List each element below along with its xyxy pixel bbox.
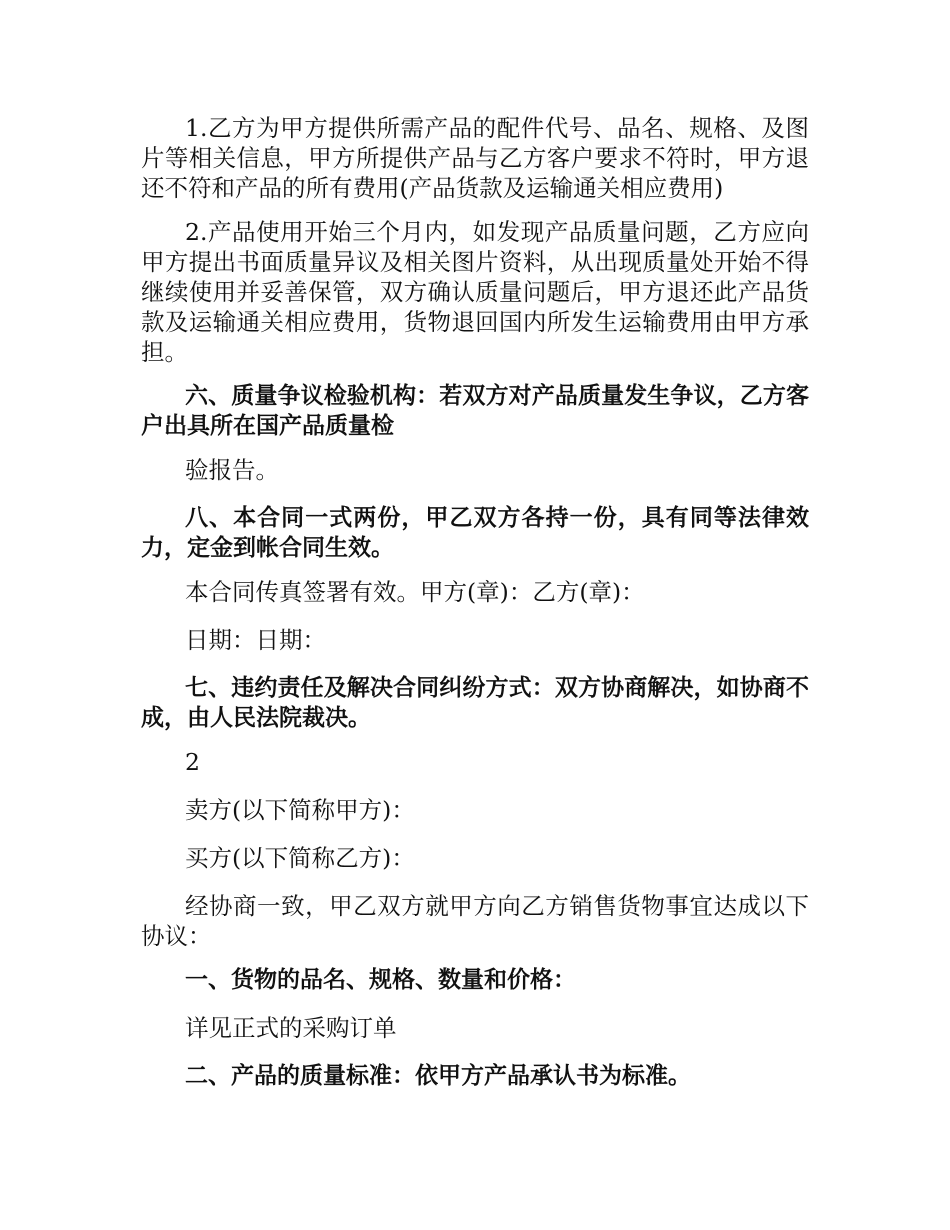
heading-contract-copies: 八、本合同一式两份，甲乙双方各持一份，具有同等法律效力，定金到帐合同生效。 bbox=[141, 505, 809, 561]
seller-line: 卖方(以下简称甲方)： bbox=[185, 796, 415, 824]
heading-breach-liability: 七、违约责任及解决合同纠纷方式：双方协商解决，如协商不成，由人民法院裁决。 bbox=[141, 675, 809, 731]
heading-inspection-agency: 六、质量争议检验机构：若双方对产品质量发生争议，乙方客户出具所在国产品质量检 bbox=[141, 383, 809, 439]
inspection-report-text: 验报告。 bbox=[185, 456, 279, 484]
signature-date-line: 日期：日期： bbox=[185, 626, 326, 654]
page-number: 2 bbox=[185, 748, 200, 776]
document-body bbox=[141, 113, 809, 1109]
purchase-order-reference: 详见正式的采购订单 bbox=[185, 1014, 397, 1042]
clause-product-info: 1.乙方为甲方提供所需产品的配件代号、品名、规格、及图片等相关信息，甲方所提供产品与乙方客户要求不符时，甲方退还不符和产品的所有费用(产品货款及运输通关相应费用) bbox=[141, 114, 809, 202]
agreement-intro: 经协商一致，甲乙双方就甲方向乙方销售货物事宜达成以下协议： bbox=[141, 892, 809, 950]
buyer-line: 买方(以下简称乙方)： bbox=[185, 844, 415, 872]
heading-quality-standard: 二、产品的质量标准：依甲方产品承认书为标准。 bbox=[185, 1063, 691, 1089]
clause-quality-return: 2.产品使用开始三个月内，如发现产品质量问题，乙方应向甲方提出书面质量异议及相关图片资料，从出现质量处开始不得继续使用并妥善保管，双方确认质量问题后，甲方退还此产品货款及运输通关相应费用，货物退回国内所发生运输费用由甲方承担。 bbox=[141, 218, 809, 366]
heading-goods-specs: 一、货物的品名、规格、数量和价格： bbox=[185, 967, 576, 993]
signature-seal-line: 本合同传真签署有效。甲方(章)：乙方(章)： bbox=[185, 578, 645, 606]
